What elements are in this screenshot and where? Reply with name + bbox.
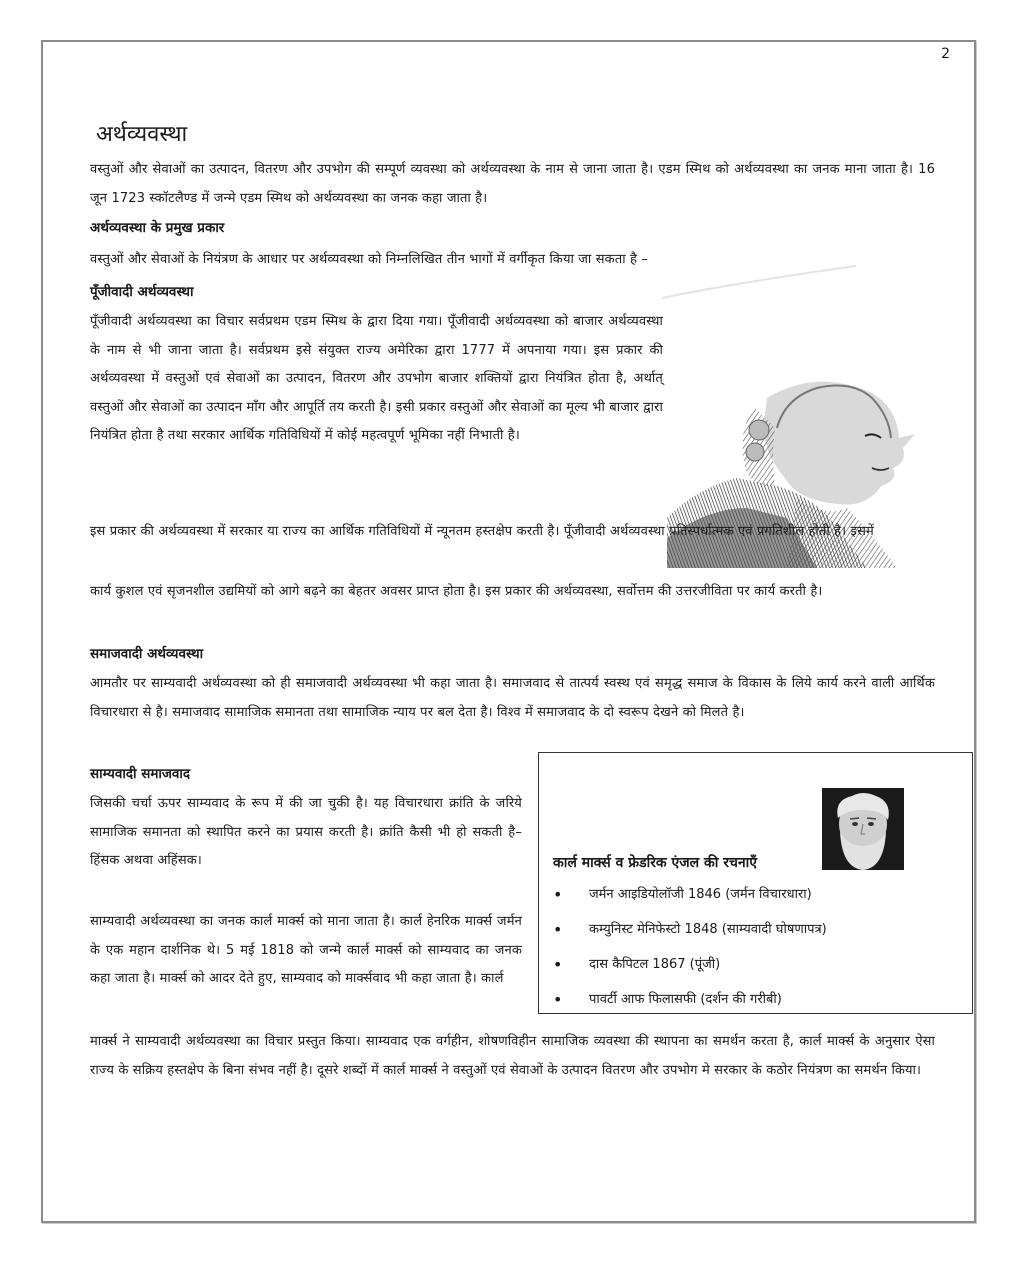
communist-paragraph-1: जिसकी चर्चा ऊपर साम्यवाद के रूप में की जा चुकी है। यह विचारधारा क्रांति के जरिये सामाजिक समानता को स्थापित करने का प्रयास करती है। क्रांति कैसी भी हो सकती है– हिंसक अथवा अहिंसक। (90, 796, 522, 868)
karl-marx-portrait (822, 788, 904, 870)
types-heading: अर्थव्यवस्था के प्रमुख प्रकार (90, 220, 225, 236)
socialist-paragraph: आमतौर पर साम्यवादी अर्थव्यवस्था को ही समाजवादी अर्थव्यवस्था भी कहा जाता है। समाजवाद से तात्पर्य स्वस्थ एवं समृद्ध समाज के विकास के लिये कार्य करने वाली आर्थिक विचारधारा से है। समाजवाद सामाजिक समानता तथा सामाजिक न्याय पर बल देता है। विश्व में समाजवाद के दो स्वरूप देखने को मिलते है। (90, 676, 935, 720)
communist-paragraph-2b: मार्क्स ने साम्यवादी अर्थव्यवस्था का विचार प्रस्तुत किया। साम्यवाद एक वर्गहीन, शोषणविहीन सामाजिक व्यवस्था की स्थापना का समर्थन करता है, कार्ल मार्क्स के अनुसार ऐसा राज्य के सक्रिय हस्तक्षेप के बिना संभव नहीं है। दूसरे शब्दों में कार्ल मार्क्स ने वस्तुओं एवं सेवाओं के उत्पादन वितरण और उपभोग मे सरकार के कठोर नियंत्रण का समर्थन किया। (90, 1034, 935, 1078)
page-title: अर्थव्यवस्था (96, 122, 188, 147)
bullet-icon: • (553, 885, 563, 904)
communist-heading: साम्यवादी समाजवाद (90, 766, 191, 782)
bullet-icon: • (553, 920, 563, 939)
capitalist-paragraph-1: पूँजीवादी अर्थव्यवस्था का विचार सर्वप्रथम एडम स्मिथ के द्वारा दिया गया। पूँजीवादी अर्थव्यवस्था को बाजार अर्थव्यवस्था के नाम से भी जाना जाता है। सर्वप्रथम इसे संयुक्त राज्य अमेरिका द्वारा 1777 में अपनाया गया। इस प्रकार की अर्थव्यवस्था में वस्तुओं एवं सेवाओं का उत्पादन, वितरण और उपभोग बाजार शक्तियों द्वारा नियंत्रित होता है, अर्थात् वस्तुओं और सेवाओं का उत्पादन माँग और आपूर्ति तय करती है। इसी प्रकार वस्तुओं और सेवाओं का मूल्य भी बाजार द्वारा नियंत्रित होता है तथा सरकार आर्थिक गतिविधियों में कोई महत्वपूर्ण भूमिका नहीं निभाती है। (90, 314, 663, 443)
list-item (547, 920, 957, 955)
intro-paragraph: वस्तुओं और सेवाओं का उत्पादन, वितरण और उपभोग की सम्पूर्ण व्यवस्था को अर्थव्यवस्था के नाम से जाना जाता है। एडम स्मिथ को अर्थव्यवस्था का जनक माना जाता है। 16 जून 1723 स्कॉटलैण्ड में जन्मे एडम स्मिथ को अर्थव्यवस्था का जनक कहा जाता है। (90, 162, 935, 206)
list-item (547, 990, 957, 1025)
scan-stroke-decoration (660, 262, 860, 302)
communist-paragraph-2a: साम्यवादी अर्थव्यवस्था का जनक कार्ल मार्क्स को माना जाता है। कार्ल हेनरिक मार्क्स जर्मन के एक महान दार्शनिक थे। 5 मई 1818 को जन्मे कार्ल मार्क्स को साम्यवाद का जनक कहा जाता है। मार्क्स को आदर देते हुए, साम्यवाद को मार्क्सवाद भी कहा जाता है। कार्ल (90, 914, 522, 986)
works-box-title: कार्ल मार्क्स व फ्रेडरिक एंजल की रचनाएँ (553, 855, 758, 871)
types-paragraph: वस्तुओं और सेवाओं के नियंत्रण के आधार पर अर्थव्यवस्था को निम्नलिखित तीन भागों में वर्गीकृत किया जा सकता है – (90, 252, 648, 267)
capitalist-paragraph-2b: कार्य कुशल एवं सृजनशील उद्यमियों को आगे बढ़ने का बेहतर अवसर प्राप्त होता है। इस प्रकार की अर्थव्यवस्था, सर्वोत्तम की उत्तरजीविता पर कार्य करती है। (90, 584, 823, 599)
bullet-icon: • (553, 990, 563, 1009)
marx-engels-works-box (538, 752, 973, 1014)
list-item (547, 955, 957, 990)
list-item-text: जर्मन आइडियोलॉजी 1846 (जर्मन विचारधारा) (589, 887, 812, 902)
page-number: 2 (941, 46, 950, 62)
list-item (547, 885, 957, 920)
list-item-text: पावर्टी आफ फिलासफी (दर्शन की गरीबी) (589, 992, 782, 1007)
bullet-icon: • (553, 955, 563, 974)
capitalist-paragraph-2a: इस प्रकार की अर्थव्यवस्था में सरकार या राज्य का आर्थिक गतिविधियों में न्यूनतम हस्तक्षेप करती है। पूँजीवादी अर्थव्यवस्था प्रतिस्पर्धात्मक एवं प्रगतिशील होती है। इसमें (90, 524, 874, 539)
list-item-text: दास कैपिटल 1867 (पूंजी) (589, 957, 721, 972)
capitalist-heading: पूँजीवादी अर्थव्यवस्था (90, 284, 194, 300)
works-list (547, 885, 957, 1025)
socialist-heading: समाजवादी अर्थव्यवस्था (90, 646, 204, 662)
list-item-text: कम्युनिस्ट मेनिफेस्टो 1848 (साम्यवादी घोषणापत्र) (589, 922, 827, 937)
